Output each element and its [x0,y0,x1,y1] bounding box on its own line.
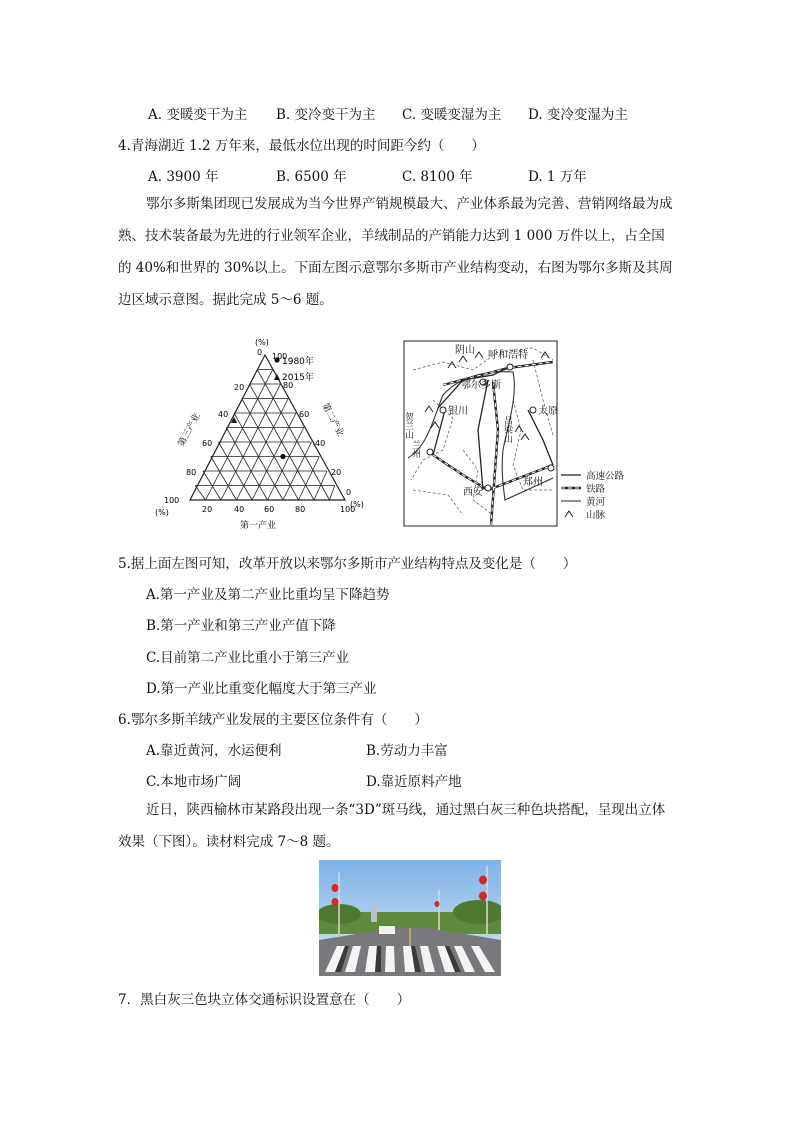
q4-options [148,165,587,185]
q4-stem: 4.青海湖近 1.2 万年来，最低水位出现的时间距今约（ ） [118,138,485,154]
axis-second-industry: 第二产业 [319,401,346,439]
place-helanshan: 贺兰山 [403,412,413,439]
ordos-region-map [403,340,638,528]
tick-bottom-80: 80 [295,505,306,514]
passage-ordos: 鄂尔多斯集团现已发展成为当今世界产销规模最大、产业体系最为完善、营销网络最为成熟、技术装备最为先进的行业领军企业，羊绒制品的产销能力达到 1 000 万件以上，占全国的 40%和世界的 30%以上。下面左图示意鄂尔多斯市产业结构变动，右图为鄂尔多斯及其周边区域示意图。据此完成 5～6 题。 [118,196,673,308]
q5-option-c: C.目前第二产业比重小于第三产业 [146,650,350,666]
percent-top: (%) [255,338,269,347]
tick-bottom-20: 20 [202,505,213,514]
legend-yellow-river: 黄河 [586,497,606,508]
tick-bottom-60: 60 [264,505,275,514]
q6-option-c: C.本地市场广阔 [146,774,242,790]
q5-option-d: D.第一产业比重变化幅度大于第三产业 [146,681,377,697]
q6-option-a: A.靠近黄河，水运便利 [146,743,282,759]
q4-option-b: B. 6500 年 [276,169,347,185]
tick-left-40: 40 [218,410,229,419]
point-1980 [280,454,285,459]
q6-option-b: B.劳动力丰富 [366,743,448,759]
tick-left-100: 100 [164,496,180,505]
axis-third-industry: 第三产业 [176,411,203,449]
place-yinchuan: 银川 [448,406,468,417]
place-yinshan: 阴山 [455,345,475,356]
q5-stem: 5.据上面左图可知，改革开放以来鄂尔多斯市产业结构特点及变化是（ ） [118,556,577,572]
tick-right-0: 0 [346,488,352,497]
place-lanzhou: 兰州 [410,440,420,458]
tick-top-0: 0 [257,348,263,357]
ternary-industry-chart [150,335,390,535]
q6-option-d: D.靠近原料产地 [366,774,462,790]
legend-2015: 2015年 [282,373,314,383]
tick-bottom-40: 40 [234,505,245,514]
place-xian: 西安 [463,487,483,498]
3d-zebra-crossing-photo [319,860,501,976]
q5-option-b: B.第一产业和第三产业产值下降 [146,618,336,634]
q3-option-d: D. 变冷变湿为主 [528,107,628,123]
place-taiyuan: 太原 [538,406,558,417]
tick-right-60: 60 [299,410,310,419]
q7-stem: 7．黑白灰三色块立体交通标识设置意在（ ） [118,992,411,1008]
axis-first-industry: 第一产业 [240,521,277,531]
percent-bottom-left: (%) [155,508,169,517]
tick-right-20: 20 [331,468,342,477]
place-hohhot: 呼和浩特 [488,350,528,361]
legend-1980: 1980年 [282,357,314,367]
tick-right-80: 80 [283,381,294,390]
tick-left-60: 60 [202,439,213,448]
q6-stem: 6.鄂尔多斯羊绒产业发展的主要区位条件有（ ） [118,712,428,728]
passage-zebra-crossing: 近日，陕西榆林市某路段出现一条“3D”斑马线，通过黑白灰三种色块搭配，呈现出立体效果（下图）。读材料完成 7～8 题。 [118,802,666,850]
q3-options [148,103,628,123]
legend-mountain: 山脉 [586,510,606,521]
q4-option-c: C. 8100 年 [402,169,473,185]
place-lvliangshan: 吕梁山 [502,416,512,443]
q4-option-d: D. 1 万年 [528,169,587,185]
legend-highway: 高速公路 [586,471,625,482]
q3-option-b: B. 变冷变干为主 [276,107,376,123]
tick-bottom-100: 100 [340,505,356,514]
percent-bottom-right: (%) [350,500,364,509]
tick-left-80: 80 [186,468,197,477]
legend-railway: 铁路 [586,484,606,495]
q3-option-c: C. 变暖变湿为主 [402,107,502,123]
q5-option-a: A.第一产业及第二产业比重均呈下降趋势 [146,587,390,603]
q4-option-a: A. 3900 年 [148,169,219,185]
q3-option-a: A. 变暖变干为主 [148,107,248,123]
place-ordos: 鄂尔多斯 [461,380,501,391]
tick-top-100: 100 [272,352,288,361]
place-zhengzhou: 郑州 [523,477,543,488]
tick-right-40: 40 [315,439,326,448]
tick-left-20: 20 [234,383,245,392]
